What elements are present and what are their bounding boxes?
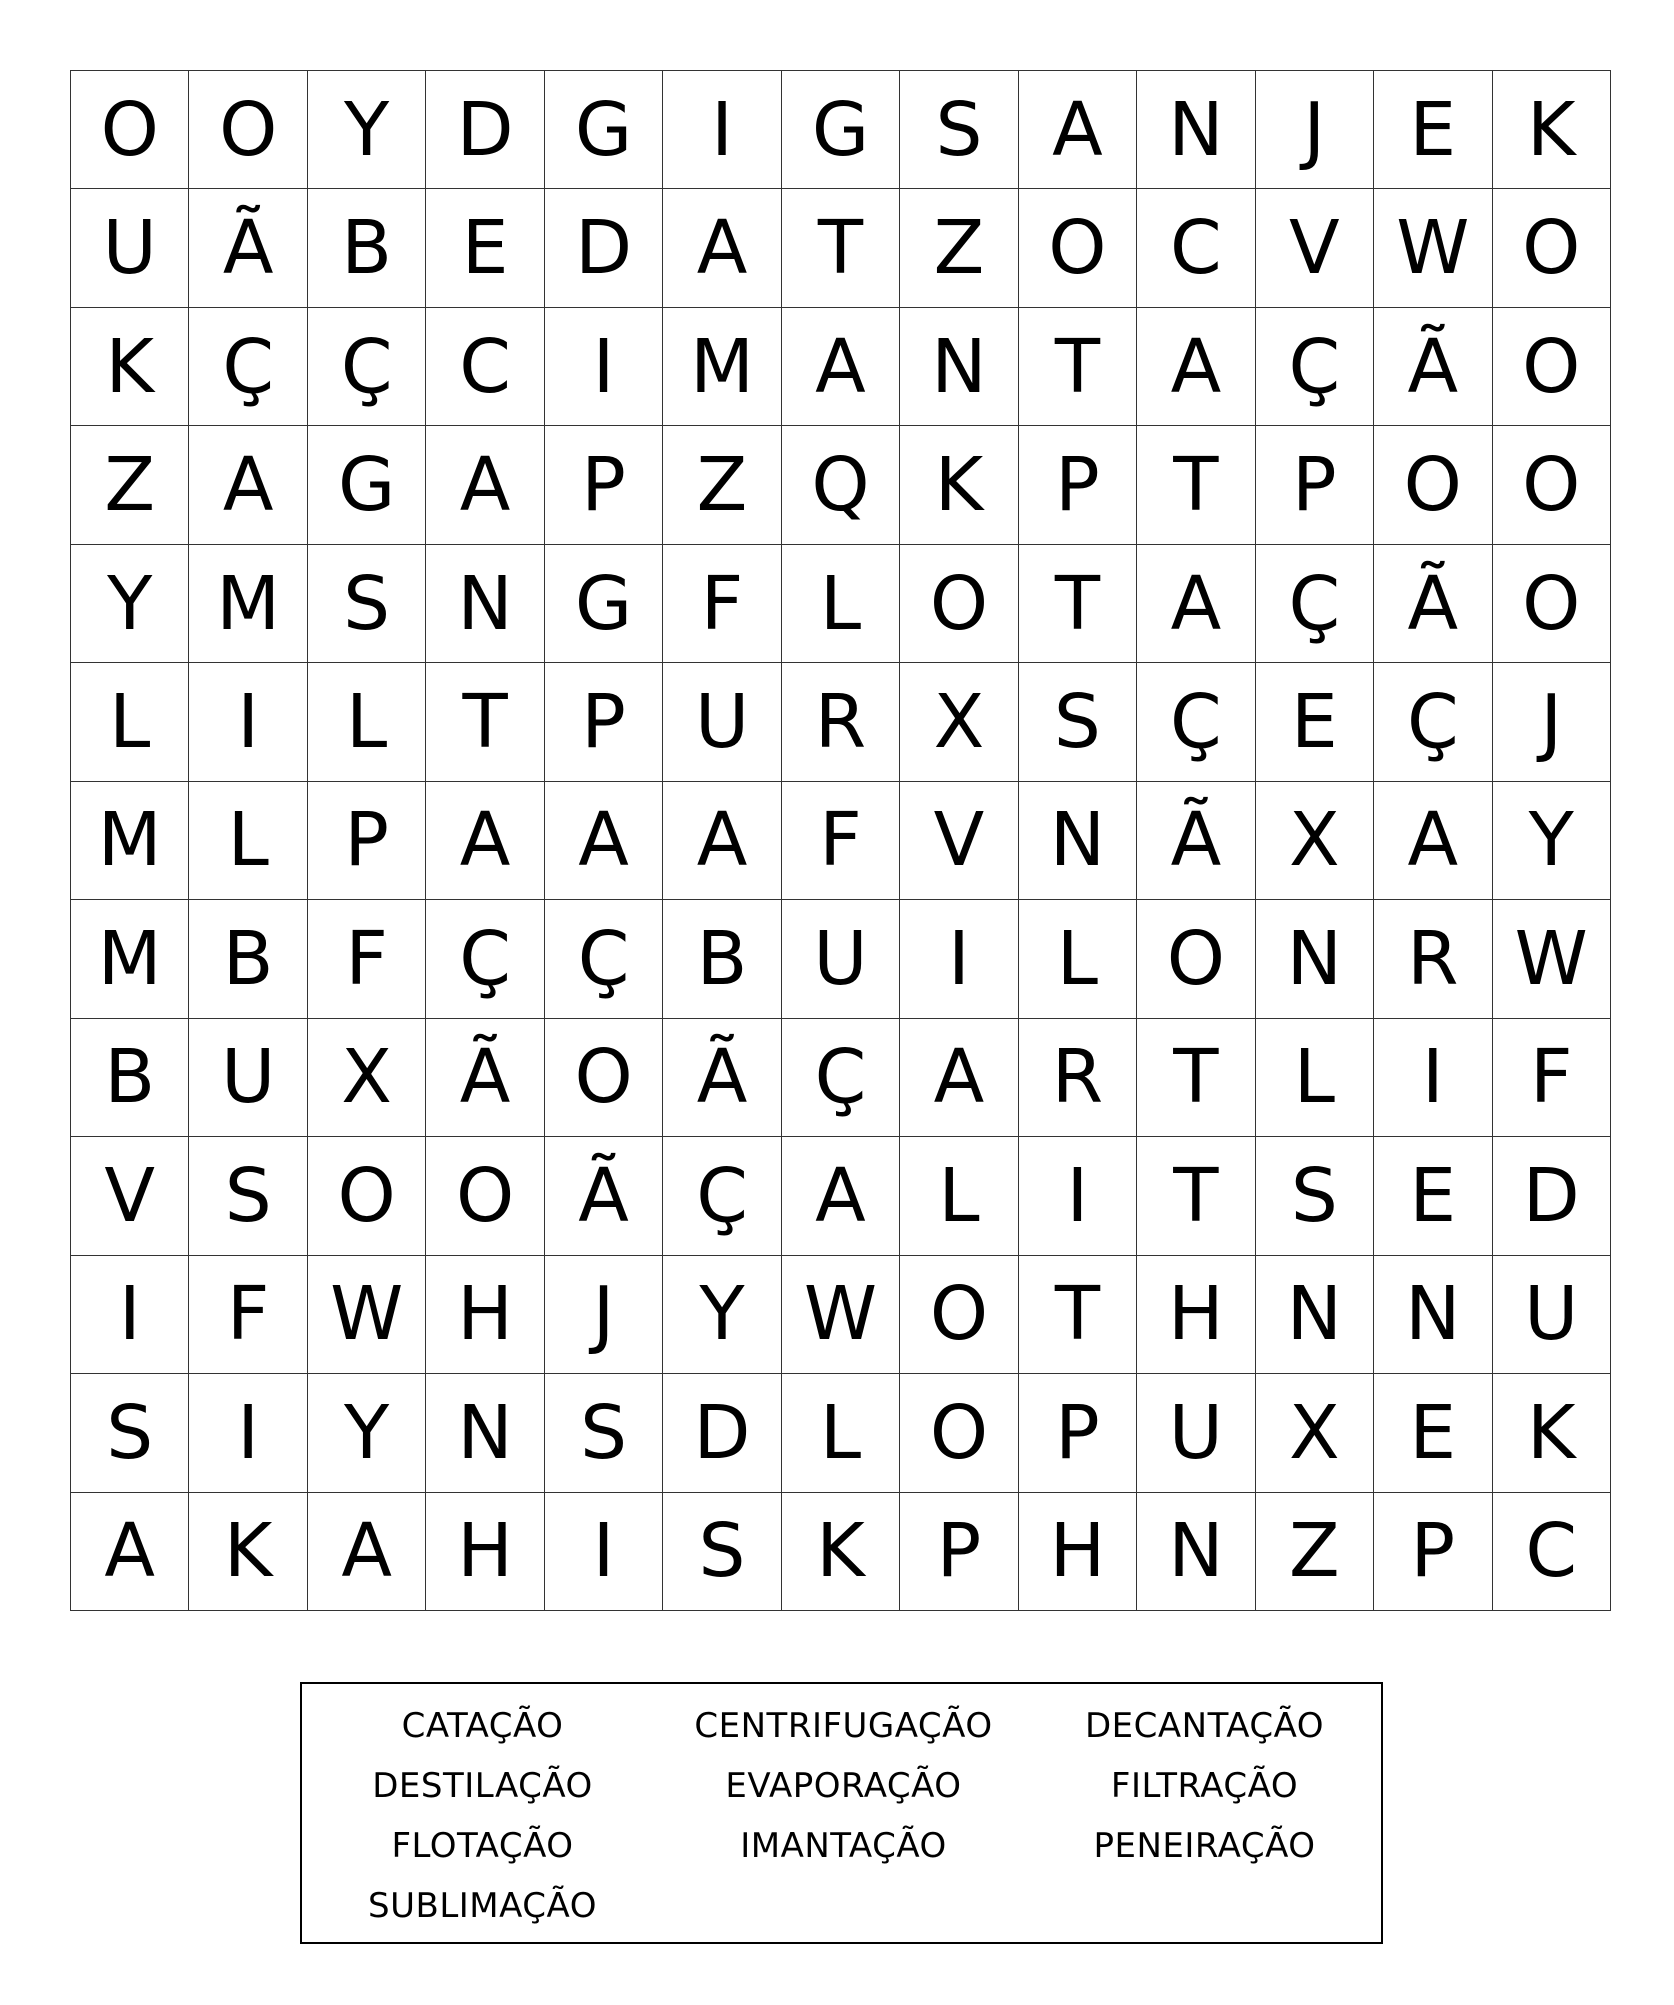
grid-cell-r8-c13[interactable]: W [1493, 900, 1611, 1018]
grid-cell-r4-c8[interactable]: K [900, 426, 1018, 544]
grid-cell-r12-c4[interactable]: N [426, 1374, 544, 1492]
grid-cell-r13-c2[interactable]: K [189, 1493, 307, 1611]
grid-cell-r10-c9[interactable]: I [1019, 1137, 1137, 1255]
grid-cell-r5-c1[interactable]: Y [71, 545, 189, 663]
grid-cell-r5-c12[interactable]: Ã [1374, 545, 1492, 663]
grid-cell-r7-c9[interactable]: N [1019, 782, 1137, 900]
grid-cell-r6-c12[interactable]: Ç [1374, 663, 1492, 781]
grid-cell-r6-c10[interactable]: Ç [1137, 663, 1255, 781]
grid-cell-r6-c1[interactable]: L [71, 663, 189, 781]
word-list-item: FILTRAÇÃO [1110, 1766, 1299, 1806]
grid-cell-r13-c3[interactable]: A [308, 1493, 426, 1611]
grid-cell-r5-c5[interactable]: G [545, 545, 663, 663]
grid-cell-r7-c13[interactable]: Y [1493, 782, 1611, 900]
grid-cell-r2-c6[interactable]: A [663, 189, 781, 307]
grid-cell-r9-c8[interactable]: A [900, 1019, 1018, 1137]
word-list-item: FLOTAÇÃO [391, 1826, 574, 1866]
grid-cell-r4-c7[interactable]: Q [782, 426, 900, 544]
grid-cell-r9-c7[interactable]: Ç [782, 1019, 900, 1137]
grid-cell-r1-c5[interactable]: G [545, 71, 663, 189]
grid-cell-r11-c1[interactable]: I [71, 1256, 189, 1374]
grid-cell-r10-c7[interactable]: A [782, 1137, 900, 1255]
grid-cell-r4-c1[interactable]: Z [71, 426, 189, 544]
grid-cell-r12-c1[interactable]: S [71, 1374, 189, 1492]
grid-cell-r8-c4[interactable]: Ç [426, 900, 544, 1018]
grid-cell-r3-c1[interactable]: K [71, 308, 189, 426]
grid-cell-r5-c2[interactable]: M [189, 545, 307, 663]
word-list-item: IMANTAÇÃO [740, 1826, 947, 1866]
grid-cell-r6-c9[interactable]: S [1019, 663, 1137, 781]
grid-cell-r8-c7[interactable]: U [782, 900, 900, 1018]
grid-cell-r2-c5[interactable]: D [545, 189, 663, 307]
grid-cell-r9-c1[interactable]: B [71, 1019, 189, 1137]
grid-cell-r9-c2[interactable]: U [189, 1019, 307, 1137]
grid-cell-r12-c5[interactable]: S [545, 1374, 663, 1492]
grid-cell-r7-c11[interactable]: X [1256, 782, 1374, 900]
grid-cell-r8-c8[interactable]: I [900, 900, 1018, 1018]
grid-cell-r8-c6[interactable]: B [663, 900, 781, 1018]
grid-cell-r12-c3[interactable]: Y [308, 1374, 426, 1492]
grid-cell-r12-c6[interactable]: D [663, 1374, 781, 1492]
word-list-item: CENTRIFUGAÇÃO [694, 1706, 993, 1746]
grid-cell-r6-c4[interactable]: T [426, 663, 544, 781]
word-list-item: DESTILAÇÃO [372, 1766, 593, 1806]
grid-cell-r10-c12[interactable]: E [1374, 1137, 1492, 1255]
grid-cell-r3-c12[interactable]: Ã [1374, 308, 1492, 426]
grid-cell-r2-c2[interactable]: Ã [189, 189, 307, 307]
grid-cell-r3-c9[interactable]: T [1019, 308, 1137, 426]
grid-cell-r2-c1[interactable]: U [71, 189, 189, 307]
grid-cell-r13-c1[interactable]: A [71, 1493, 189, 1611]
grid-cell-r13-c11[interactable]: Z [1256, 1493, 1374, 1611]
grid-cell-r1-c6[interactable]: I [663, 71, 781, 189]
grid-cell-r4-c11[interactable]: P [1256, 426, 1374, 544]
grid-cell-r13-c10[interactable]: N [1137, 1493, 1255, 1611]
grid-cell-r8-c3[interactable]: F [308, 900, 426, 1018]
grid-cell-r10-c2[interactable]: S [189, 1137, 307, 1255]
grid-cell-r9-c11[interactable]: L [1256, 1019, 1374, 1137]
grid-cell-r2-c11[interactable]: V [1256, 189, 1374, 307]
grid-cell-r1-c7[interactable]: G [782, 71, 900, 189]
grid-cell-r7-c5[interactable]: A [545, 782, 663, 900]
grid-cell-r2-c9[interactable]: O [1019, 189, 1137, 307]
grid-cell-r1-c2[interactable]: O [189, 71, 307, 189]
grid-cell-r2-c8[interactable]: Z [900, 189, 1018, 307]
grid-cell-r6-c5[interactable]: P [545, 663, 663, 781]
word-list-box [300, 1682, 1383, 1944]
word-list-item: DECANTAÇÃO [1084, 1706, 1325, 1746]
grid-cell-r5-c11[interactable]: Ç [1256, 545, 1374, 663]
grid-cell-r8-c12[interactable]: R [1374, 900, 1492, 1018]
grid-cell-r2-c3[interactable]: B [308, 189, 426, 307]
grid-cell-r7-c3[interactable]: P [308, 782, 426, 900]
grid-cell-r13-c5[interactable]: I [545, 1493, 663, 1611]
grid-cell-r13-c12[interactable]: P [1374, 1493, 1492, 1611]
grid-cell-r11-c2[interactable]: F [189, 1256, 307, 1374]
grid-cell-r8-c10[interactable]: O [1137, 900, 1255, 1018]
grid-cell-r1-c13[interactable]: K [1493, 71, 1611, 189]
grid-cell-r3-c7[interactable]: A [782, 308, 900, 426]
grid-cell-r5-c4[interactable]: N [426, 545, 544, 663]
grid-cell-r12-c8[interactable]: O [900, 1374, 1018, 1492]
grid-cell-r1-c4[interactable]: D [426, 71, 544, 189]
grid-cell-r4-c4[interactable]: A [426, 426, 544, 544]
grid-cell-r10-c1[interactable]: V [71, 1137, 189, 1255]
grid-cell-r6-c8[interactable]: X [900, 663, 1018, 781]
grid-cell-r1-c1[interactable]: O [71, 71, 189, 189]
grid-cell-r5-c7[interactable]: L [782, 545, 900, 663]
word-list-item: CATAÇÃO [401, 1706, 564, 1746]
grid-cell-r9-c13[interactable]: F [1493, 1019, 1611, 1137]
grid-cell-r9-c3[interactable]: X [308, 1019, 426, 1137]
word-list-item: PENEIRAÇÃO [1093, 1826, 1316, 1866]
grid-cell-r6-c7[interactable]: R [782, 663, 900, 781]
grid-cell-r13-c9[interactable]: H [1019, 1493, 1137, 1611]
grid-cell-r12-c11[interactable]: X [1256, 1374, 1374, 1492]
grid-cell-r11-c8[interactable]: O [900, 1256, 1018, 1374]
grid-cell-r12-c7[interactable]: L [782, 1374, 900, 1492]
grid-cell-r11-c3[interactable]: W [308, 1256, 426, 1374]
grid-cell-r1-c3[interactable]: Y [308, 71, 426, 189]
grid-cell-r4-c10[interactable]: T [1137, 426, 1255, 544]
grid-cell-r2-c12[interactable]: W [1374, 189, 1492, 307]
grid-cell-r10-c10[interactable]: T [1137, 1137, 1255, 1255]
grid-cell-r5-c9[interactable]: T [1019, 545, 1137, 663]
grid-cell-r5-c10[interactable]: A [1137, 545, 1255, 663]
word-search-grid [70, 70, 1611, 1611]
grid-cell-r4-c6[interactable]: Z [663, 426, 781, 544]
grid-cell-r9-c4[interactable]: Ã [426, 1019, 544, 1137]
grid-cell-r3-c11[interactable]: Ç [1256, 308, 1374, 426]
grid-cell-r11-c11[interactable]: N [1256, 1256, 1374, 1374]
grid-cell-r2-c10[interactable]: C [1137, 189, 1255, 307]
grid-cell-r4-c13[interactable]: O [1493, 426, 1611, 544]
grid-cell-r6-c13[interactable]: J [1493, 663, 1611, 781]
word-list-item: SUBLIMAÇÃO [368, 1886, 597, 1926]
grid-cell-r6-c2[interactable]: I [189, 663, 307, 781]
grid-cell-r9-c5[interactable]: O [545, 1019, 663, 1137]
grid-cell-r11-c13[interactable]: U [1493, 1256, 1611, 1374]
grid-cell-r3-c10[interactable]: A [1137, 308, 1255, 426]
grid-cell-r5-c3[interactable]: S [308, 545, 426, 663]
grid-cell-r13-c6[interactable]: S [663, 1493, 781, 1611]
grid-cell-r4-c12[interactable]: O [1374, 426, 1492, 544]
grid-cell-r5-c8[interactable]: O [900, 545, 1018, 663]
grid-cell-r3-c6[interactable]: M [663, 308, 781, 426]
grid-cell-r1-c9[interactable]: A [1019, 71, 1137, 189]
grid-cell-r3-c2[interactable]: Ç [189, 308, 307, 426]
grid-cell-r4-c2[interactable]: A [189, 426, 307, 544]
grid-cell-r10-c4[interactable]: O [426, 1137, 544, 1255]
grid-cell-r7-c2[interactable]: L [189, 782, 307, 900]
grid-cell-r12-c12[interactable]: E [1374, 1374, 1492, 1492]
grid-cell-r2-c13[interactable]: O [1493, 189, 1611, 307]
grid-cell-r1-c11[interactable]: J [1256, 71, 1374, 189]
grid-cell-r11-c6[interactable]: Y [663, 1256, 781, 1374]
grid-cell-r7-c4[interactable]: A [426, 782, 544, 900]
grid-cell-r13-c8[interactable]: P [900, 1493, 1018, 1611]
grid-cell-r11-c7[interactable]: W [782, 1256, 900, 1374]
grid-cell-r9-c10[interactable]: T [1137, 1019, 1255, 1137]
grid-cell-r3-c8[interactable]: N [900, 308, 1018, 426]
grid-cell-r10-c13[interactable]: D [1493, 1137, 1611, 1255]
grid-cell-r8-c2[interactable]: B [189, 900, 307, 1018]
grid-cell-r3-c5[interactable]: I [545, 308, 663, 426]
grid-cell-r7-c8[interactable]: V [900, 782, 1018, 900]
grid-cell-r5-c13[interactable]: O [1493, 545, 1611, 663]
word-list-item: EVAPORAÇÃO [725, 1766, 962, 1806]
grid-cell-r11-c12[interactable]: N [1374, 1256, 1492, 1374]
grid-cell-r7-c7[interactable]: F [782, 782, 900, 900]
grid-cell-r11-c9[interactable]: T [1019, 1256, 1137, 1374]
grid-cell-r2-c4[interactable]: E [426, 189, 544, 307]
grid-cell-r10-c6[interactable]: Ç [663, 1137, 781, 1255]
grid-cell-r9-c9[interactable]: R [1019, 1019, 1137, 1137]
grid-cell-r12-c10[interactable]: U [1137, 1374, 1255, 1492]
grid-cell-r10-c11[interactable]: S [1256, 1137, 1374, 1255]
grid-cell-r6-c11[interactable]: E [1256, 663, 1374, 781]
grid-cell-r4-c3[interactable]: G [308, 426, 426, 544]
grid-cell-r8-c5[interactable]: Ç [545, 900, 663, 1018]
grid-cell-r4-c9[interactable]: P [1019, 426, 1137, 544]
grid-cell-r3-c3[interactable]: Ç [308, 308, 426, 426]
grid-cell-r8-c11[interactable]: N [1256, 900, 1374, 1018]
grid-cell-r6-c6[interactable]: U [663, 663, 781, 781]
grid-cell-r10-c3[interactable]: O [308, 1137, 426, 1255]
grid-cell-r11-c5[interactable]: J [545, 1256, 663, 1374]
grid-cell-r7-c12[interactable]: A [1374, 782, 1492, 900]
grid-cell-r1-c8[interactable]: S [900, 71, 1018, 189]
grid-cell-r11-c4[interactable]: H [426, 1256, 544, 1374]
grid-cell-r7-c6[interactable]: A [663, 782, 781, 900]
grid-cell-r9-c12[interactable]: I [1374, 1019, 1492, 1137]
grid-cell-r12-c2[interactable]: I [189, 1374, 307, 1492]
grid-cell-r3-c4[interactable]: C [426, 308, 544, 426]
grid-cell-r4-c5[interactable]: P [545, 426, 663, 544]
grid-cell-r8-c9[interactable]: L [1019, 900, 1137, 1018]
grid-cell-r13-c13[interactable]: C [1493, 1493, 1611, 1611]
grid-cell-r12-c9[interactable]: P [1019, 1374, 1137, 1492]
grid-cell-r6-c3[interactable]: L [308, 663, 426, 781]
grid-cell-r2-c7[interactable]: T [782, 189, 900, 307]
grid-cell-r7-c10[interactable]: Ã [1137, 782, 1255, 900]
grid-cell-r11-c10[interactable]: H [1137, 1256, 1255, 1374]
grid-cell-r13-c7[interactable]: K [782, 1493, 900, 1611]
grid-cell-r12-c13[interactable]: K [1493, 1374, 1611, 1492]
grid-cell-r5-c6[interactable]: F [663, 545, 781, 663]
grid-cell-r3-c13[interactable]: O [1493, 308, 1611, 426]
grid-cell-r9-c6[interactable]: Ã [663, 1019, 781, 1137]
grid-cell-r1-c12[interactable]: E [1374, 71, 1492, 189]
grid-cell-r8-c1[interactable]: M [71, 900, 189, 1018]
grid-cell-r1-c10[interactable]: N [1137, 71, 1255, 189]
grid-cell-r10-c5[interactable]: Ã [545, 1137, 663, 1255]
grid-cell-r7-c1[interactable]: M [71, 782, 189, 900]
grid-cell-r13-c4[interactable]: H [426, 1493, 544, 1611]
grid-cell-r10-c8[interactable]: L [900, 1137, 1018, 1255]
